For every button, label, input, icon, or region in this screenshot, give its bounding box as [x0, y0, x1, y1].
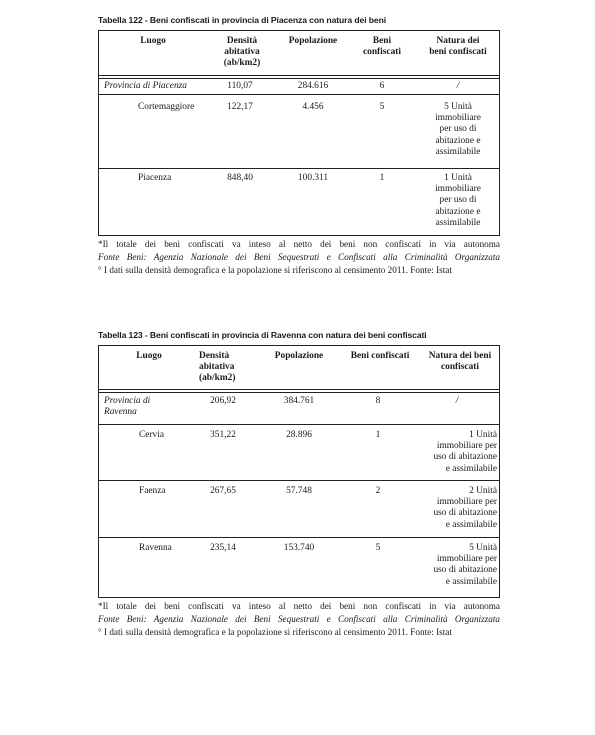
header-divider-2 — [99, 392, 499, 393]
table-row-densita: 110,07 — [227, 81, 253, 91]
table-row-luogo: Provincia di Ravenna — [104, 396, 151, 418]
header-beni: Beni confiscati — [350, 351, 410, 361]
row-divider — [99, 94, 499, 95]
table-122 — [98, 30, 500, 236]
table-row-natura: / — [455, 396, 459, 406]
table-row-beni: 1 — [379, 173, 385, 183]
table-row-beni: 5 — [379, 102, 385, 112]
table-row-beni: 6 — [379, 81, 385, 91]
table-row-luogo: Cortemaggiore — [138, 102, 195, 112]
header-divider — [99, 389, 499, 390]
header-densita: Densità abitativa (ab/km2) — [223, 36, 261, 68]
table-row-densita: 122,17 — [227, 102, 253, 112]
row-divider — [99, 537, 499, 538]
note-source: Fonte Beni: Agenzia Nazionale dei Beni Sequestrati e Confiscati alla Criminalità Organizzata — [98, 252, 500, 262]
header-luogo: Luogo — [136, 351, 162, 361]
note-census: ° I dati sulla densità demografica e la popolazione si riferiscono al censimento 2011. Fonte: Istat — [98, 627, 452, 637]
table-row-popolazione: 100.311 — [297, 173, 329, 183]
table-row-natura: 1 Unità immobiliare per uso di abitazione e assimilabile — [435, 173, 481, 228]
table-row-luogo: Provincia di Piacenza — [104, 81, 187, 91]
table-row-densita: 206,92 — [210, 396, 236, 406]
table-row-popolazione: 153.740 — [283, 543, 315, 553]
table-row-luogo: Piacenza — [138, 173, 172, 183]
header-natura: Natura dei beni confiscati — [428, 351, 492, 372]
table-123-notes — [98, 600, 500, 639]
table-123-caption: Tabella 123 - Beni confiscati in provincia di Ravenna con natura dei beni confiscati — [98, 330, 427, 340]
note-total: *Il totale dei beni confiscati va inteso al netto dei beni non confiscati in via autonoma — [98, 239, 500, 249]
header-popolazione: Popolazione — [274, 351, 324, 361]
header-divider — [99, 75, 499, 76]
note-source: Fonte Beni: Agenzia Nazionale dei Beni Sequestrati e Confiscati alla Criminalità Organizzata — [98, 614, 500, 624]
table-row-natura: 1 Unità immobiliare per uso di abitazione e assimilabile — [433, 430, 497, 474]
header-luogo: Luogo — [140, 36, 166, 46]
table-122-notes — [98, 238, 500, 277]
table-row-luogo: Faenza — [139, 486, 166, 496]
table-row-popolazione: 28.896 — [286, 430, 312, 440]
table-row-popolazione: 57.748 — [286, 486, 312, 496]
table-row-densita: 267,65 — [210, 486, 236, 496]
header-divider-2 — [99, 78, 499, 79]
table-row-densita: 235,14 — [210, 543, 236, 553]
table-row-densita: 848,40 — [227, 173, 253, 183]
table-row-popolazione: 384.761 — [283, 396, 315, 406]
table-row-natura: 2 Unità immobiliare per uso di abitazione e assimilabile — [433, 486, 497, 530]
table-row-natura: / — [456, 81, 460, 91]
table-123 — [98, 345, 500, 598]
row-divider — [99, 424, 499, 425]
table-row-beni: 8 — [375, 396, 381, 406]
table-122-caption: Tabella 122 - Beni confiscati in provincia di Piacenza con natura dei beni — [98, 15, 387, 25]
table-row-popolazione: 4.456 — [302, 102, 324, 112]
table-row-natura: 5 Unità immobiliare per uso di abitazione e assimilabile — [435, 102, 481, 157]
table-row-natura: 5 Unità immobiliare per uso di abitazione e assimilabile — [433, 543, 497, 587]
table-row-beni: 1 — [375, 430, 381, 440]
header-densita: Densità abitativa (ab/km2) — [199, 351, 236, 383]
row-divider — [99, 480, 499, 481]
header-natura: Natura dei beni confiscati — [429, 36, 487, 57]
header-popolazione: Popolazione — [288, 36, 338, 46]
table-row-beni: 2 — [375, 486, 381, 496]
table-row-luogo: Ravenna — [139, 543, 172, 553]
table-row-densita: 351,22 — [210, 430, 236, 440]
note-census: ° I dati sulla densità demografica e la popolazione si riferiscono al censimento 2011. Fonte: Istat — [98, 265, 452, 275]
note-total: *Il totale dei beni confiscati va inteso al netto dei beni non confiscati in via autonoma — [98, 601, 500, 611]
table-row-popolazione: 284.616 — [297, 81, 329, 91]
row-divider — [99, 168, 499, 169]
table-row-luogo: Cervia — [139, 430, 164, 440]
header-beni: Beni confiscati — [362, 36, 401, 57]
table-row-beni: 5 — [375, 543, 381, 553]
